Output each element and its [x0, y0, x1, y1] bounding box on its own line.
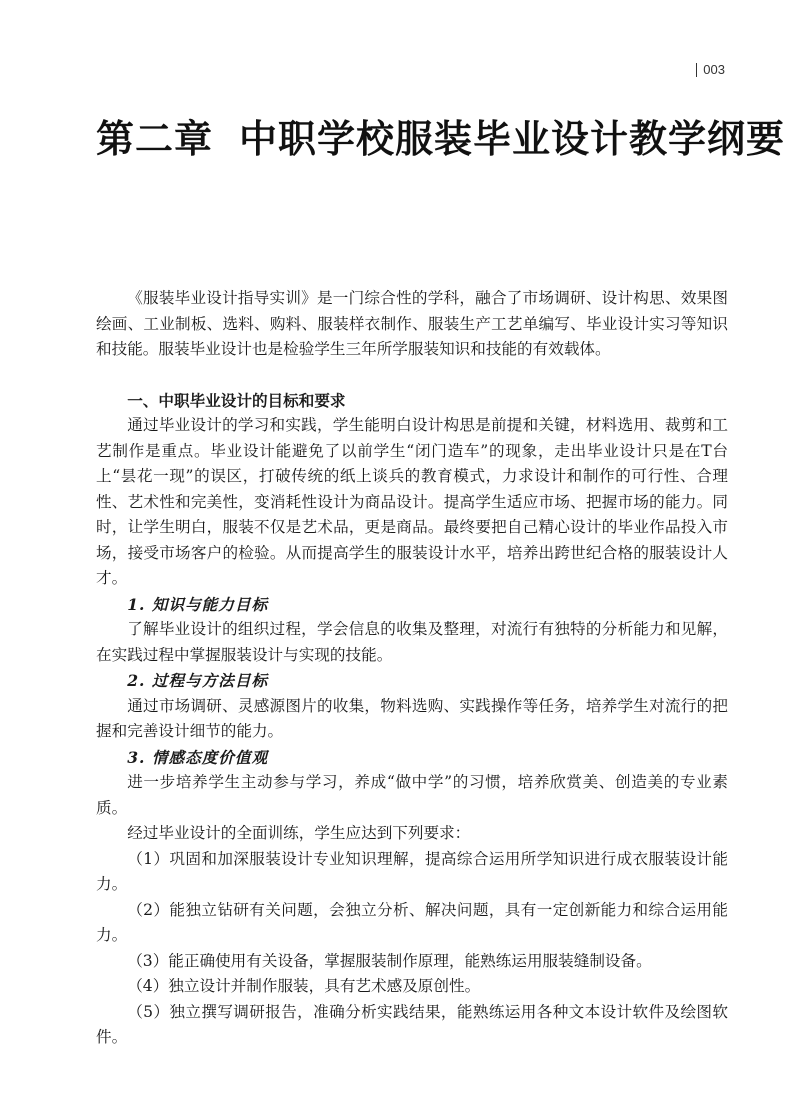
section-paragraph: 通过毕业设计的学习和实践，学生能明白设计构思是前提和关键，材料选用、裁剪和工艺制作是重点。毕业设计能避免了以前学生“闭门造车”的现象，走出毕业设计只是在T台上“昙花一现”的误区，打破传统的纸上谈兵的教育模式，力求设计和制作的可行性、合理性、艺术性和完美性，变消耗性设计为商品设计。提高学生适应市场、把握市场的能力。同时，让学生明白，服装不仅是艺术品，更是商品。最终要把自己精心设计的毕业作品投入市场，接受市场客户的检验。从而提高学生的服装设计水平，培养出跨世纪合格的服装设计人才。: [96, 416, 728, 587]
goal-heading-attitude: 3. 情感态度价值观: [127, 747, 269, 767]
goal-text-attitude: 进一步培养学生主动参与学习，养成“做中学”的习惯，培养欣赏美、创造美的专业素质。: [96, 773, 728, 817]
chapter-number: 第二章: [96, 116, 214, 161]
body-text: [96, 286, 728, 1051]
requirements-intro: 经过毕业设计的全面训练，学生应达到下列要求：: [127, 824, 471, 842]
page-number-divider: [696, 63, 697, 77]
requirement-item: （3）能正确使用有关设备，掌握服装制作原理，能熟练运用服装缝制设备。: [127, 951, 652, 970]
goal-heading-process: 2. 过程与方法目标: [127, 671, 269, 690]
goal-text-process: 通过市场调研、灵感源图片的收集，物料选购、实践操作等任务，培养学生对流行的把握和完善设计细节的能力。: [96, 696, 728, 740]
page-number: [696, 62, 725, 77]
chapter-name: 中职学校服装毕业设计教学纲要: [239, 116, 786, 161]
page-number-text: 003: [703, 62, 725, 77]
goal-heading-knowledge: 1. 知识与能力目标: [127, 594, 269, 614]
requirement-item: （4）独立设计并制作服装，具有艺术感及原创性。: [127, 977, 481, 995]
intro-paragraph: 《服装毕业设计指导实训》是一门综合性的学科，融合了市场调研、设计构思、效果图绘画、工业制板、选料、购料、服装样衣制作、服装生产工艺单编写、毕业设计实习等知识和技能。服装毕业设计也是检验学生三年所学服装知识和技能的有效载体。: [96, 289, 728, 358]
chapter-title: [96, 108, 786, 163]
requirement-item: （1）巩固和加深服装设计专业知识理解，提高综合运用所学知识进行成衣服装设计能力。: [96, 849, 728, 893]
requirement-item: （2）能独立钻研有关问题，会独立分析、解决问题，具有一定创新能力和综合运用能力。: [96, 900, 728, 944]
section-heading: 一、中职毕业设计的目标和要求: [127, 390, 346, 410]
goal-text-knowledge: 了解毕业设计的组织过程，学会信息的收集及整理，对流行有独特的分析能力和见解，在实践过程中掌握服装设计与实现的技能。: [96, 620, 728, 664]
requirement-item: （5）独立撰写调研报告，准确分析实践结果，能熟练运用各种文本设计软件及绘图软件。: [96, 1002, 728, 1046]
